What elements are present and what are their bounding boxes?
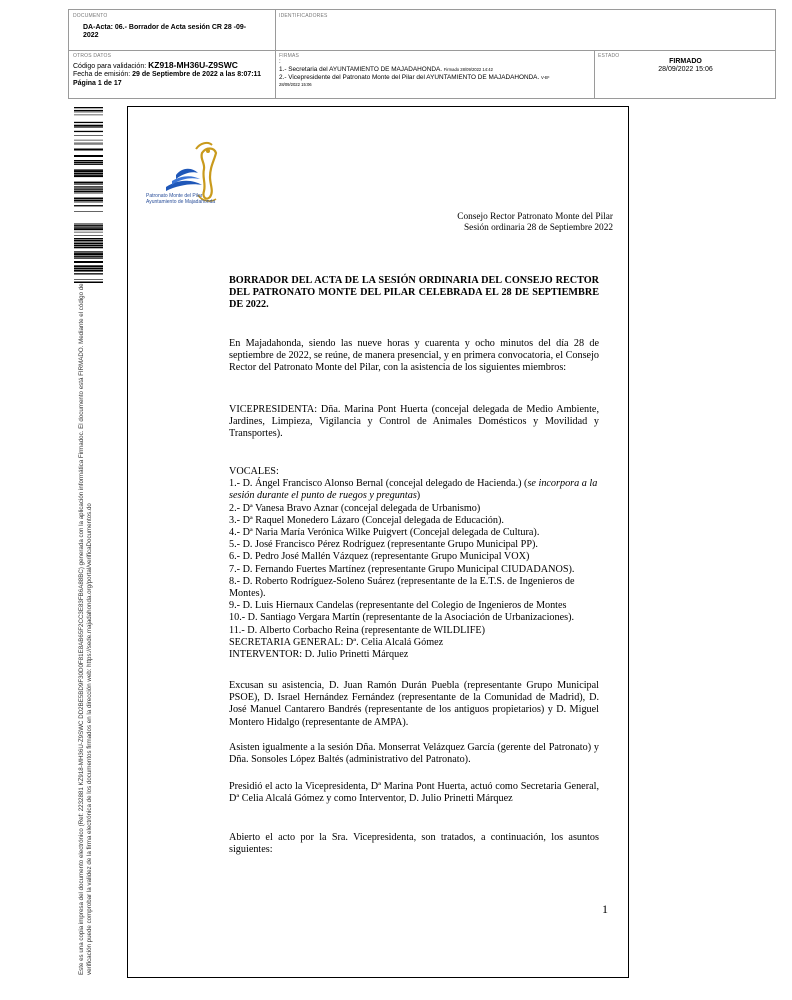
vocal-item: 6.- D. Pedro José Mallén Vázquez (representante Grupo Municipal VOX) (229, 551, 530, 563)
excusan-paragraph: Excusan su asistencia, D. Juan Ramón Durán Puebla (representante Grupo Municipal PSOE), D. Israel Hernández Fernández (representante de la Comunidad de Madrid), D. José Manuel Cantarero Bandrés (representante de los antiguos propietarios) y D. Miguel Montero Hidalgo (representante de AMPA). (229, 680, 599, 728)
identificadores-label: IDENTIFICADORES (279, 13, 328, 19)
presidio-paragraph: Presidió el acto la Vicepresidenta, Dª Marina Pont Huerta, actuó como Secretaria General, Dª Celia Alcalá Gómez y como Interventor, D. Julio Prinetti Márquez (229, 781, 599, 805)
firma-2: 2.- Vicepresidente del Patronato Monte del Pilar del AYUNTAMIENTO DE MAJADAHONDA. V-Bº (279, 74, 550, 81)
otros-datos-label: OTROS DATOS (73, 53, 112, 59)
asisten-paragraph: Asisten igualmente a la sesión Dña. Monserrat Velázquez García (gerente del Patronato) y Dña. Sonsoles López Baltés (administrativo del Patronato). (229, 742, 599, 766)
vocales-heading: VOCALES: (229, 466, 279, 477)
estado-label: ESTADO (598, 53, 620, 59)
vocal-item: 1.- D. Ángel Francisco Alonso Bernal (concejal delegado de Hacienda.) (se incorpora a la sesión durante el punto de ruegos y preguntas) (229, 478, 598, 502)
firmas-cell: FIRMAS : 1.- Secretaria del AYUNTAMIENTO DE MAJADAHONDA. Firmado 28/09/2022 14:42 2.- Vicepresidente del Patronato Monte del Pilar del AYUNTAMIENTO DE MAJADAHONDA. V-Bº 28/09/2022 15:06 (279, 53, 550, 87)
identificadores-cell (275, 10, 777, 50)
verification-side-text: Este es una copia impresa del documento electrónico (Ref: 2232881 KZ918-MH36U-Z9SWC DD2BE5BD9F30D0F81E8AB65F2CC3E83FB6A88BC) generada con la aplicación informática Firmadoc. El documento está FIRMADO. Mediante el código de verificación puede comprobar la validez de la firma electrónica de los documentos firmados en la dirección web: https://sede.majadahonda.org/portal/verificaDocumentos.do (78, 283, 93, 975)
codigo-validacion: Código para validación: KZ918-MH36U-Z9SWC (73, 60, 238, 70)
documento-cell (69, 10, 275, 50)
interventor-line: INTERVENTOR: D. Julio Prinetti Márquez (229, 649, 409, 661)
document-reference: Consejo Rector Patronato Monte del Pilar Sesión ordinaria 28 de Septiembre 2022 (457, 212, 613, 233)
estado-cell (594, 50, 777, 100)
vocal-item: 9.- D. Luis Hiernaux Candelas (representante del Colegio de Ingenieros de Montes (229, 600, 567, 612)
vocal-item: 7.- D. Fernando Fuertes Martínez (representante Grupo Municipal CIUDADANOS). (229, 563, 575, 575)
abierto-paragraph: Abierto el acto por la Sra. Vicepresidenta, son tratados, a continuación, los asuntos siguientes: (229, 832, 599, 856)
vocal-item: 3.- Dª Raquel Monedero Lázaro (Concejal delegada de Educación). (229, 514, 504, 526)
vocal-item: 10.- D. Santiago Vergara Martín (representante de la Asociación de Urbanizaciones). (229, 612, 575, 624)
vocal-item: 8.- D. Roberto Rodríguez-Soleno Suárez (representante de la E.T.S. de Ingenieros de Montes). (229, 575, 575, 600)
fecha-emision: Fecha de emisión: 29 de Septiembre de 2022 a las 8:07:11 (73, 71, 261, 78)
documento-label: DOCUMENTO (73, 13, 108, 19)
pagina-indicator: Página 1 de 17 (73, 80, 122, 87)
barcode-icon (74, 107, 103, 283)
firma-1: 1.- Secretaria del AYUNTAMIENTO DE MAJADAHONDA. Firmado 28/09/2022 14:42 (279, 66, 493, 73)
document-title: BORRADOR DEL ACTA DE LA SESIÓN ORDINARIA DEL CONSEJO RECTOR DEL PATRONATO MONTE DEL PILAR CELEBRADA EL 28 DE SEPTIEMBRE DE 2022. (229, 275, 599, 311)
secretaria-line: SECRETARIA GENERAL: Dª. Celia Alcalá Gómez (229, 636, 444, 648)
intro-paragraph: En Majadahonda, siendo las nueve horas y cuarenta y ocho minutos del día 28 de septiembre de 2022, se reúne, de manera presencial, y en primera convocatoria, el Consejo Rector del Patronato Monte del Pilar, con la asistencia de los siguientes miembros: (229, 338, 599, 374)
estado-date: 28/09/2022 15:06 (658, 66, 713, 73)
estado-value: FIRMADO (669, 58, 702, 65)
signature-header (68, 9, 776, 99)
vocal-item: 5.- D. José Francisco Pérez Rodríguez (representante Grupo Municipal PP). (229, 539, 538, 551)
vocal-item: 2.- Dª Vanesa Bravo Aznar (concejal delegada de Urbanismo) (229, 502, 481, 514)
vocales-section (229, 466, 599, 661)
logo-caption: Patronato Monte del Pilar Ayuntamiento de Majadahonda (146, 193, 216, 205)
vocal-item: 11.- D. Alberto Corbacho Reina (representante de WILDLIFE) (229, 624, 486, 636)
page-number: 1 (602, 902, 608, 916)
document-page (127, 106, 629, 978)
vocal-item: 4.- Dª Naria María Verónica Wilke Puigvert (Concejal delegada de Cultura). (229, 527, 540, 539)
otros-datos-cell (69, 50, 275, 100)
vicepresidenta-paragraph: VICEPRESIDENTA: Dña. Marina Pont Huerta (concejal delegada de Medio Ambiente, Jardines, Limpieza, Vigilancia y Control de Animales Domésticos y Movilidad y Transportes). (229, 404, 599, 440)
codigo-value: KZ918-MH36U-Z9SWC (148, 60, 238, 70)
firmas-label: FIRMAS (279, 53, 300, 59)
documento-value: DA-Acta: 06.- Borrador de Acta sesión CR 28 -09-2022 (83, 24, 247, 39)
